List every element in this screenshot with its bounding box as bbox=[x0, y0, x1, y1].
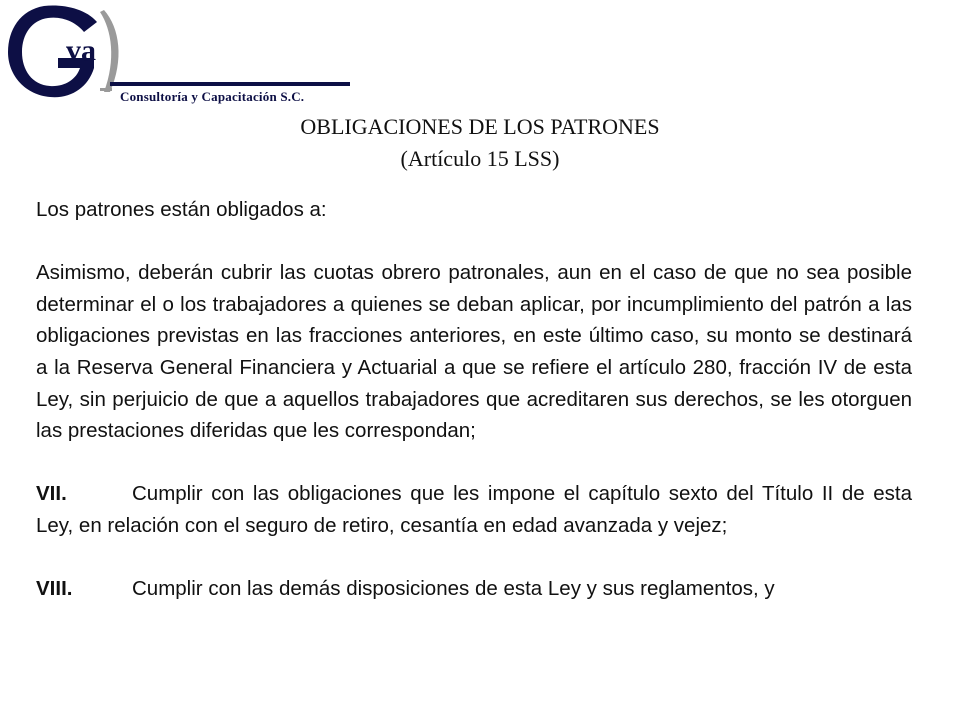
title-line-2: (Artículo 15 LSS) bbox=[400, 146, 560, 171]
logo-line-navy bbox=[110, 82, 350, 86]
logo-line-gray bbox=[100, 88, 112, 91]
item-text: Cumplir con las demás disposiciones de esta Ley y sus reglamentos, y bbox=[132, 577, 775, 601]
item-text: Cumplir con las obligaciones que les impone el capítulo sexto del Título II de esta Ley, en relación con el seguro de retiro, cesantía en edad avanzada y vejez; bbox=[36, 482, 912, 537]
intro-text: Los patrones están obligados a: bbox=[36, 198, 327, 221]
main-paragraph: Asimismo, deberán cubrir las cuotas obrero patronales, aun en el caso de que no sea posible determinar el o los trabajadores a quienes se deban aplicar, por incumplimiento del patrón a las obligaciones previstas en las fracciones anteriores, en este último caso, su monto se destinará a la Reserva General Financiera y Actuarial a que se refiere el artículo 280, fracción IV de esta Ley, sin perjuicio de que a aquellos trabajadores que acreditaren sus derechos, se les otorguen las prestaciones diferidas que les correspondan; bbox=[36, 261, 912, 443]
item-number: VIII. bbox=[36, 577, 73, 601]
item-number: VII. bbox=[36, 482, 67, 506]
list-item-vii bbox=[36, 478, 912, 541]
document-body bbox=[36, 194, 912, 605]
list-item-viii bbox=[36, 573, 912, 605]
logo-tagline: Consultoría y Capacitación S.C. bbox=[120, 89, 305, 104]
title-line-1: OBLIGACIONES DE LOS PATRONES bbox=[300, 114, 660, 139]
page-title bbox=[0, 111, 960, 175]
logo-swoosh bbox=[100, 10, 119, 92]
logo-letters: va bbox=[66, 34, 96, 67]
